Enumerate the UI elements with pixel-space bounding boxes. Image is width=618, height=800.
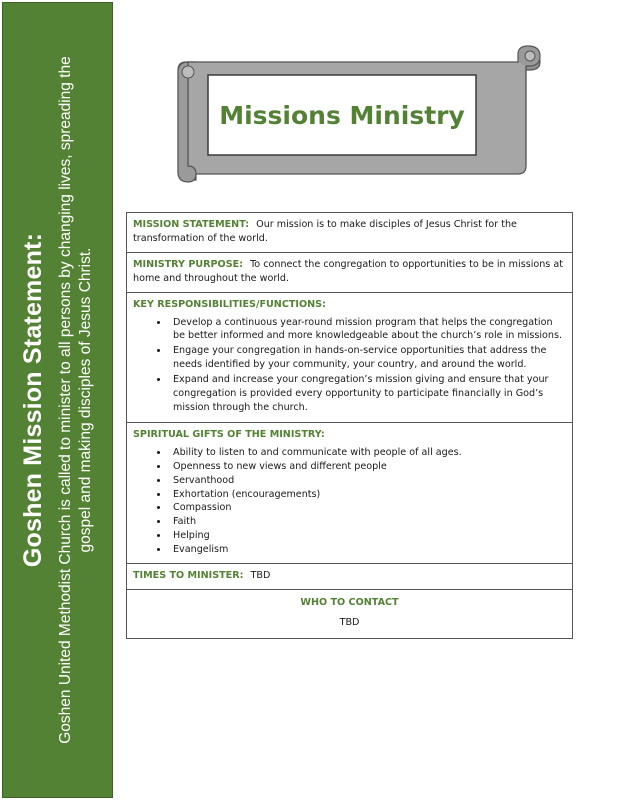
list-item: • Compassion [169,501,566,515]
responsibilities-list [133,316,566,415]
list-item: • Servanthood [169,474,566,488]
ministry-purpose-value: To connect the congregation to opportunities to be in missions at home and throughout the world. [133,258,563,284]
list-item: • Expand and increase your congregation’s mission giving and ensure that your congregation is provided every opportunity to participate financially in God’s mission through the church. [169,373,566,415]
list-item: • Engage your congregation in hands-on-service opportunities that address the needs identified by your community, your country, and around the world. [169,344,566,372]
list-item: • Faith [169,515,566,529]
responsibilities-label: KEY RESPONSIBILITIES/FUNCTIONS: [133,298,326,310]
list-item: • Exhortation (encouragements) [169,488,566,502]
contact-value: TBD [339,616,360,628]
ministry-purpose-label: MINISTRY PURPOSE: [133,258,244,270]
ministry-details [126,212,573,639]
responsibilities-section [127,293,572,423]
mission-statement-section [127,213,572,253]
spiritual-gifts-list [133,446,566,557]
mission-statement-rotated [20,20,96,780]
list-item: • Evangelism [169,543,566,557]
spiritual-gifts-section [127,423,572,564]
times-label: TIMES TO MINISTER: [133,570,244,582]
mission-statement-text: Goshen United Methodist Church is called to minister to all persons by changing lives, spreading the gospel and making disciples of Jesus Christ. [56,56,94,744]
ministry-purpose-section [127,253,572,293]
list-item: • Develop a continuous year-round mission program that helps the congregation be better informed and more knowledgeable about the church’s role in missions. [169,316,566,344]
spiritual-gifts-label: SPIRITUAL GIFTS OF THE MINISTRY: [133,428,325,440]
list-item: • Openness to new views and different people [169,460,566,474]
mission-statement-value: Our mission is to make disciples of Jesus Christ for the transformation of the world. [133,219,517,244]
times-section [127,564,572,590]
list-item: • Ability to listen to and communicate with people of all ages. [169,446,566,460]
contact-section [127,590,572,638]
title-scroll [174,44,544,186]
mission-statement-label: MISSION STATEMENT: [133,219,250,230]
mission-statement-title: Goshen Mission Statement: [18,232,47,568]
list-item: • Helping [169,529,566,543]
mission-statement-banner [2,2,113,798]
times-value: TBD [250,570,271,582]
contact-label: WHO TO CONTACT [300,596,399,608]
page-title: Missions Ministry [219,100,465,130]
